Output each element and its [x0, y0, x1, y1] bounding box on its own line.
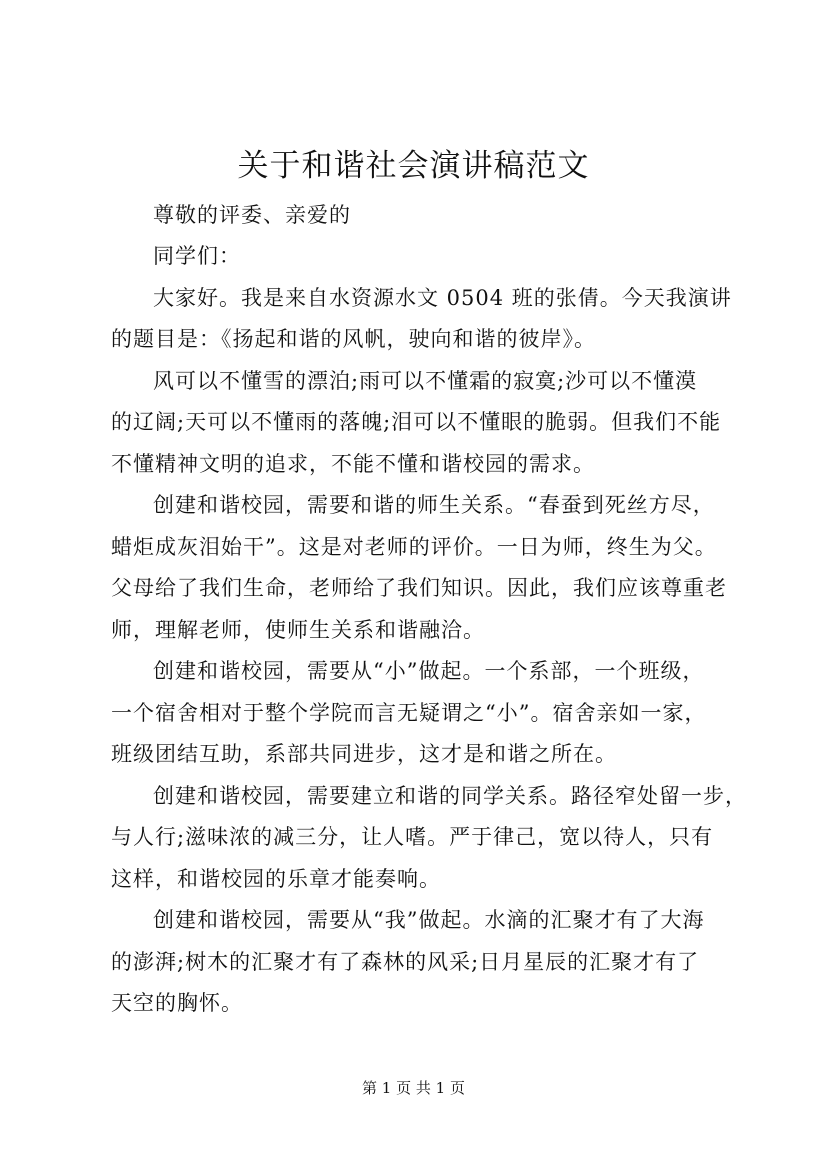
text-line: 这样，和谐校园的乐章才能奏响。 [111, 867, 441, 891]
document-title: 关于和谐社会演讲稿范文 [237, 148, 590, 184]
text-line: 风可以不懂雪的漂泊;雨可以不懂霜的寂寞;沙可以不懂漠 [153, 369, 698, 393]
text-line: 创建和谐校园，需要建立和谐的同学关系。路径窄处留一步， [153, 784, 747, 808]
text-line: 父母给了我们生命，老师给了我们知识。因此，我们应该尊重老 [111, 576, 727, 600]
text-line: 与人行;滋味浓的减三分，让人嗜。严于律己，宽以待人，只有 [111, 825, 714, 849]
text-line: 班级团结互助，系部共同进步，这才是和谐之所在。 [111, 742, 617, 766]
text-line: 的澎湃;树木的汇聚才有了森林的风采;日月星辰的汇聚才有了 [111, 950, 700, 974]
text-line: 创建和谐校园，需要和谐的师生关系。“春蚕到死丝方尽， [153, 493, 715, 517]
text-line: 同学们： [153, 244, 241, 268]
page-footer: 第 1 页 共 1 页 [362, 1079, 465, 1097]
text-line: 天空的胸怀。 [111, 991, 243, 1015]
text-line: 创建和谐校园，需要从“小”做起。一个系部，一个班级， [153, 659, 705, 683]
text-line: 蜡炬成灰泪始干”。这是对老师的评价。一日为师，终生为父。 [111, 535, 717, 559]
text-line: 的题目是：《扬起和谐的风帆，驶向和谐的彼岸》。 [111, 327, 596, 351]
text-line: 大家好。我是来自水资源水文 0504 班的张倩。今天我演讲 [153, 286, 732, 310]
text-line: 师，理解老师，使师生关系和谐融洽。 [111, 618, 485, 642]
text-line: 不懂精神文明的追求，不能不懂和谐校园的需求。 [111, 452, 595, 476]
text-line: 尊敬的评委、亲爱的 [153, 203, 351, 227]
text-line: 创建和谐校园，需要从“我”做起。水滴的汇聚才有了大海 [153, 908, 705, 932]
text-line: 的辽阔;天可以不懂雨的落魄;泪可以不懂眼的脆弱。但我们不能 [111, 410, 722, 434]
text-line: 一个宿舍相对于整个学院而言无疑谓之“小”。宿舍亲如一家， [111, 701, 707, 725]
